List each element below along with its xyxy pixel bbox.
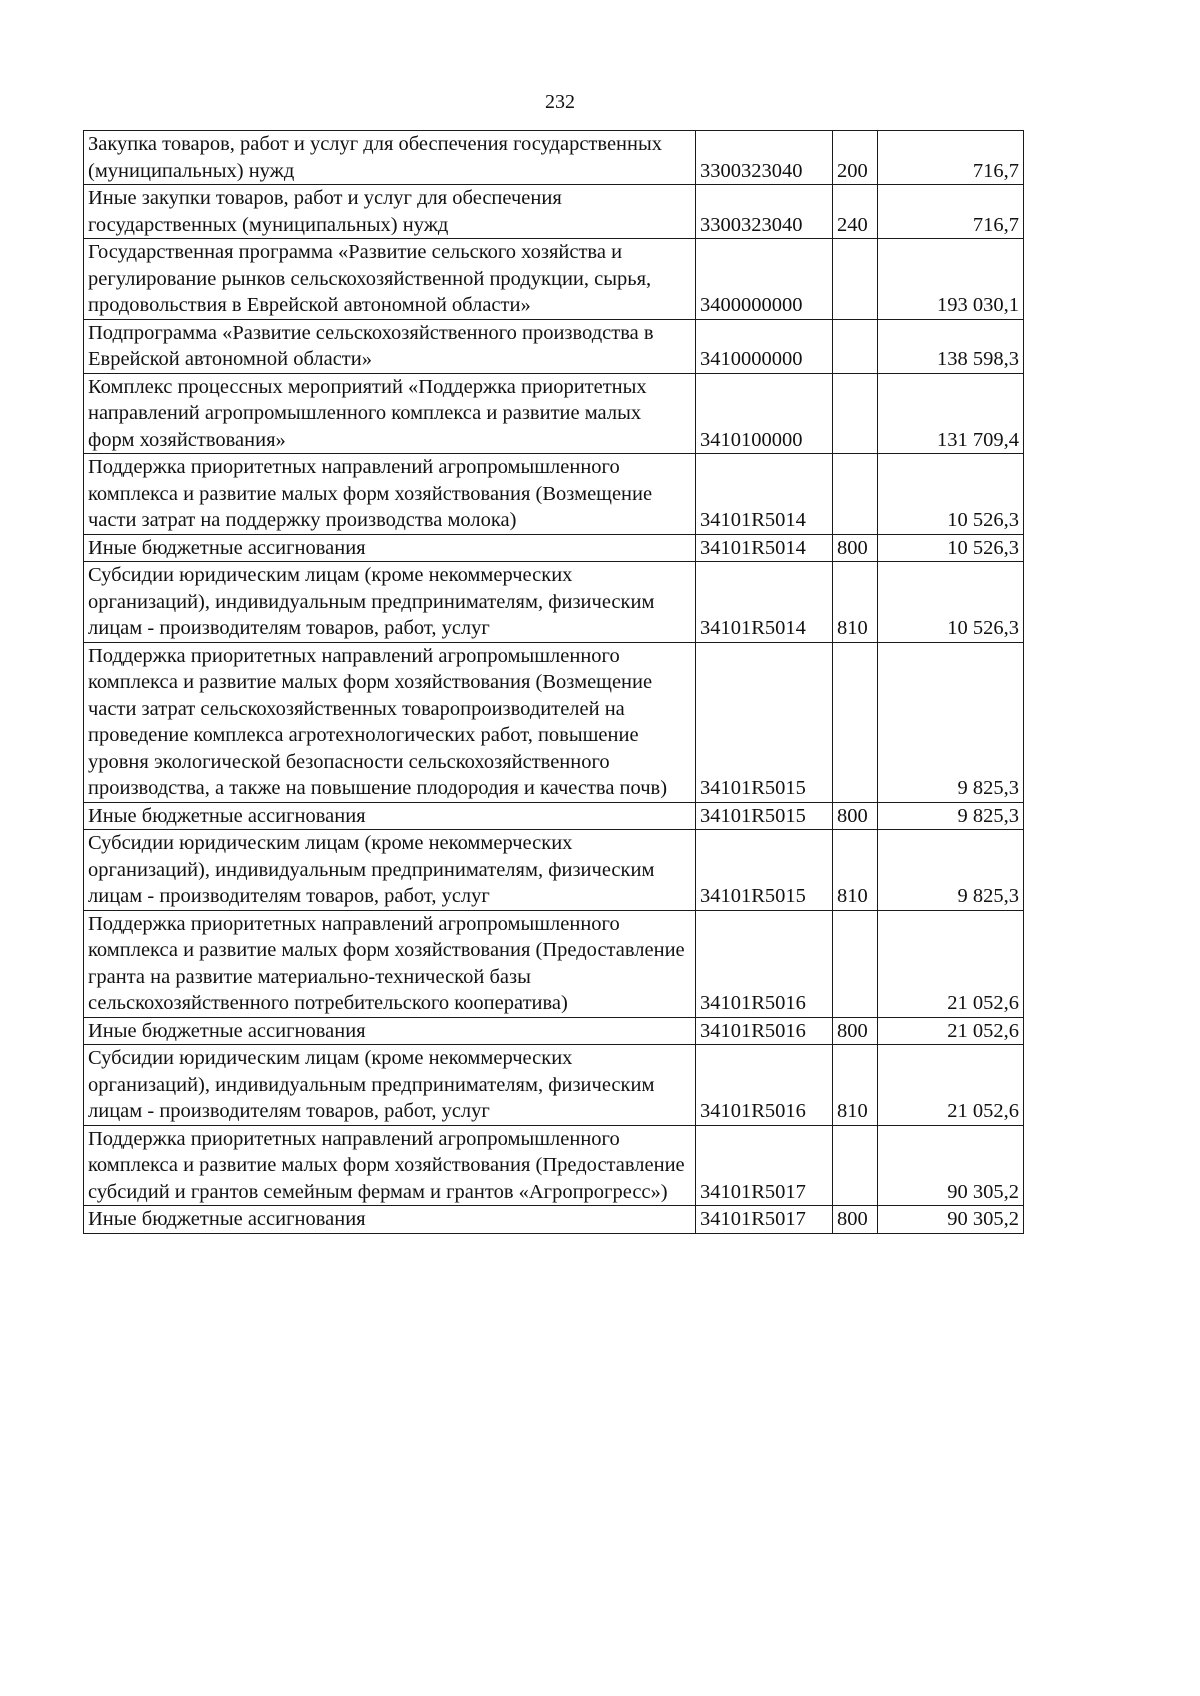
expense-type-code: 200 [833, 131, 878, 185]
target-article-code: 3400000000 [696, 239, 833, 320]
item-name: Иные закупки товаров, работ и услуг для обеспечения государственных (муниципальных) нужд [84, 185, 696, 239]
expense-type-code: 240 [833, 185, 878, 239]
item-name: Иные бюджетные ассигнования [84, 1017, 696, 1045]
table-row [84, 1017, 1024, 1045]
target-article-code: 34101R5014 [696, 562, 833, 643]
table-row [84, 642, 1024, 802]
target-article-code: 34101R5017 [696, 1125, 833, 1206]
page-number: 232 [545, 91, 575, 113]
table-row [84, 373, 1024, 454]
expense-type-code: 810 [833, 562, 878, 643]
budget-table [83, 130, 1024, 1234]
item-name: Поддержка приоритетных направлений агропромышленного комплекса и развитие малых форм хозяйствования (Возмещение части затрат сельскохозяйственных товаропроизводителей на проведение комплекса агротехнологических работ, повышение уровня экологической безопасности сельскохозяйственного производства, а также на повышение плодородия и качества почв) [84, 642, 696, 802]
amount: 9 825,3 [878, 802, 1024, 830]
table-row [84, 534, 1024, 562]
expense-type-code [833, 319, 878, 373]
amount: 21 052,6 [878, 1017, 1024, 1045]
item-name: Субсидии юридическим лицам (кроме некоммерческих организаций), индивидуальным предпринимателям, физическим лицам - производителям товаров, работ, услуг [84, 562, 696, 643]
item-name: Иные бюджетные ассигнования [84, 802, 696, 830]
table-row [84, 802, 1024, 830]
item-name: Субсидии юридическим лицам (кроме некоммерческих организаций), индивидуальным предпринимателям, физическим лицам - производителям товаров, работ, услуг [84, 830, 696, 911]
expense-type-code [833, 1125, 878, 1206]
item-name: Комплекс процессных мероприятий «Поддержка приоритетных направлений агропромышленного комплекса и развитие малых форм хозяйствования» [84, 373, 696, 454]
amount: 90 305,2 [878, 1206, 1024, 1234]
expense-type-code: 800 [833, 802, 878, 830]
table-row [84, 562, 1024, 643]
expense-type-code: 800 [833, 534, 878, 562]
expense-type-code [833, 373, 878, 454]
expense-type-code [833, 454, 878, 535]
amount: 21 052,6 [878, 910, 1024, 1017]
target-article-code: 34101R5015 [696, 830, 833, 911]
item-name: Иные бюджетные ассигнования [84, 534, 696, 562]
amount: 138 598,3 [878, 319, 1024, 373]
table-row [84, 239, 1024, 320]
target-article-code: 3300323040 [696, 185, 833, 239]
item-name: Поддержка приоритетных направлений агропромышленного комплекса и развитие малых форм хозяйствования (Возмещение части затрат на поддержку производства молока) [84, 454, 696, 535]
target-article-code: 34101R5016 [696, 1045, 833, 1126]
expense-type-code [833, 239, 878, 320]
table-row [84, 185, 1024, 239]
table-row [84, 830, 1024, 911]
table-row [84, 454, 1024, 535]
expense-type-code: 810 [833, 830, 878, 911]
item-name: Подпрограмма «Развитие сельскохозяйственного производства в Еврейской автономной области» [84, 319, 696, 373]
target-article-code: 3410000000 [696, 319, 833, 373]
table-row [84, 1045, 1024, 1126]
expense-type-code: 800 [833, 1206, 878, 1234]
budget-table-body [84, 131, 1024, 1234]
item-name: Закупка товаров, работ и услуг для обеспечения государственных (муниципальных) нужд [84, 131, 696, 185]
target-article-code: 3410100000 [696, 373, 833, 454]
item-name: Иные бюджетные ассигнования [84, 1206, 696, 1234]
amount: 193 030,1 [878, 239, 1024, 320]
amount: 10 526,3 [878, 454, 1024, 535]
amount: 10 526,3 [878, 534, 1024, 562]
target-article-code: 34101R5016 [696, 910, 833, 1017]
amount: 716,7 [878, 185, 1024, 239]
amount: 716,7 [878, 131, 1024, 185]
target-article-code: 34101R5015 [696, 802, 833, 830]
amount: 131 709,4 [878, 373, 1024, 454]
target-article-code: 34101R5014 [696, 534, 833, 562]
table-row [84, 1125, 1024, 1206]
amount: 10 526,3 [878, 562, 1024, 643]
item-name: Поддержка приоритетных направлений агропромышленного комплекса и развитие малых форм хозяйствования (Предоставление субсидий и грантов семейным фермам и грантов «Агропрогресс») [84, 1125, 696, 1206]
expense-type-code: 810 [833, 1045, 878, 1126]
table-row [84, 319, 1024, 373]
table-row [84, 1206, 1024, 1234]
item-name: Субсидии юридическим лицам (кроме некоммерческих организаций), индивидуальным предпринимателям, физическим лицам - производителям товаров, работ, услуг [84, 1045, 696, 1126]
amount: 9 825,3 [878, 830, 1024, 911]
expense-type-code [833, 642, 878, 802]
expense-type-code [833, 910, 878, 1017]
target-article-code: 34101R5015 [696, 642, 833, 802]
expense-type-code: 800 [833, 1017, 878, 1045]
target-article-code: 34101R5016 [696, 1017, 833, 1045]
amount: 21 052,6 [878, 1045, 1024, 1126]
target-article-code: 3300323040 [696, 131, 833, 185]
amount: 9 825,3 [878, 642, 1024, 802]
item-name: Государственная программа «Развитие сельского хозяйства и регулирование рынков сельскохозяйственной продукции, сырья, продовольствия в Еврейской автономной области» [84, 239, 696, 320]
item-name: Поддержка приоритетных направлений агропромышленного комплекса и развитие малых форм хозяйствования (Предоставление гранта на развитие материально-технической базы сельскохозяйственного потребительского кооператива) [84, 910, 696, 1017]
table-row [84, 131, 1024, 185]
table-row [84, 910, 1024, 1017]
target-article-code: 34101R5014 [696, 454, 833, 535]
target-article-code: 34101R5017 [696, 1206, 833, 1234]
amount: 90 305,2 [878, 1125, 1024, 1206]
